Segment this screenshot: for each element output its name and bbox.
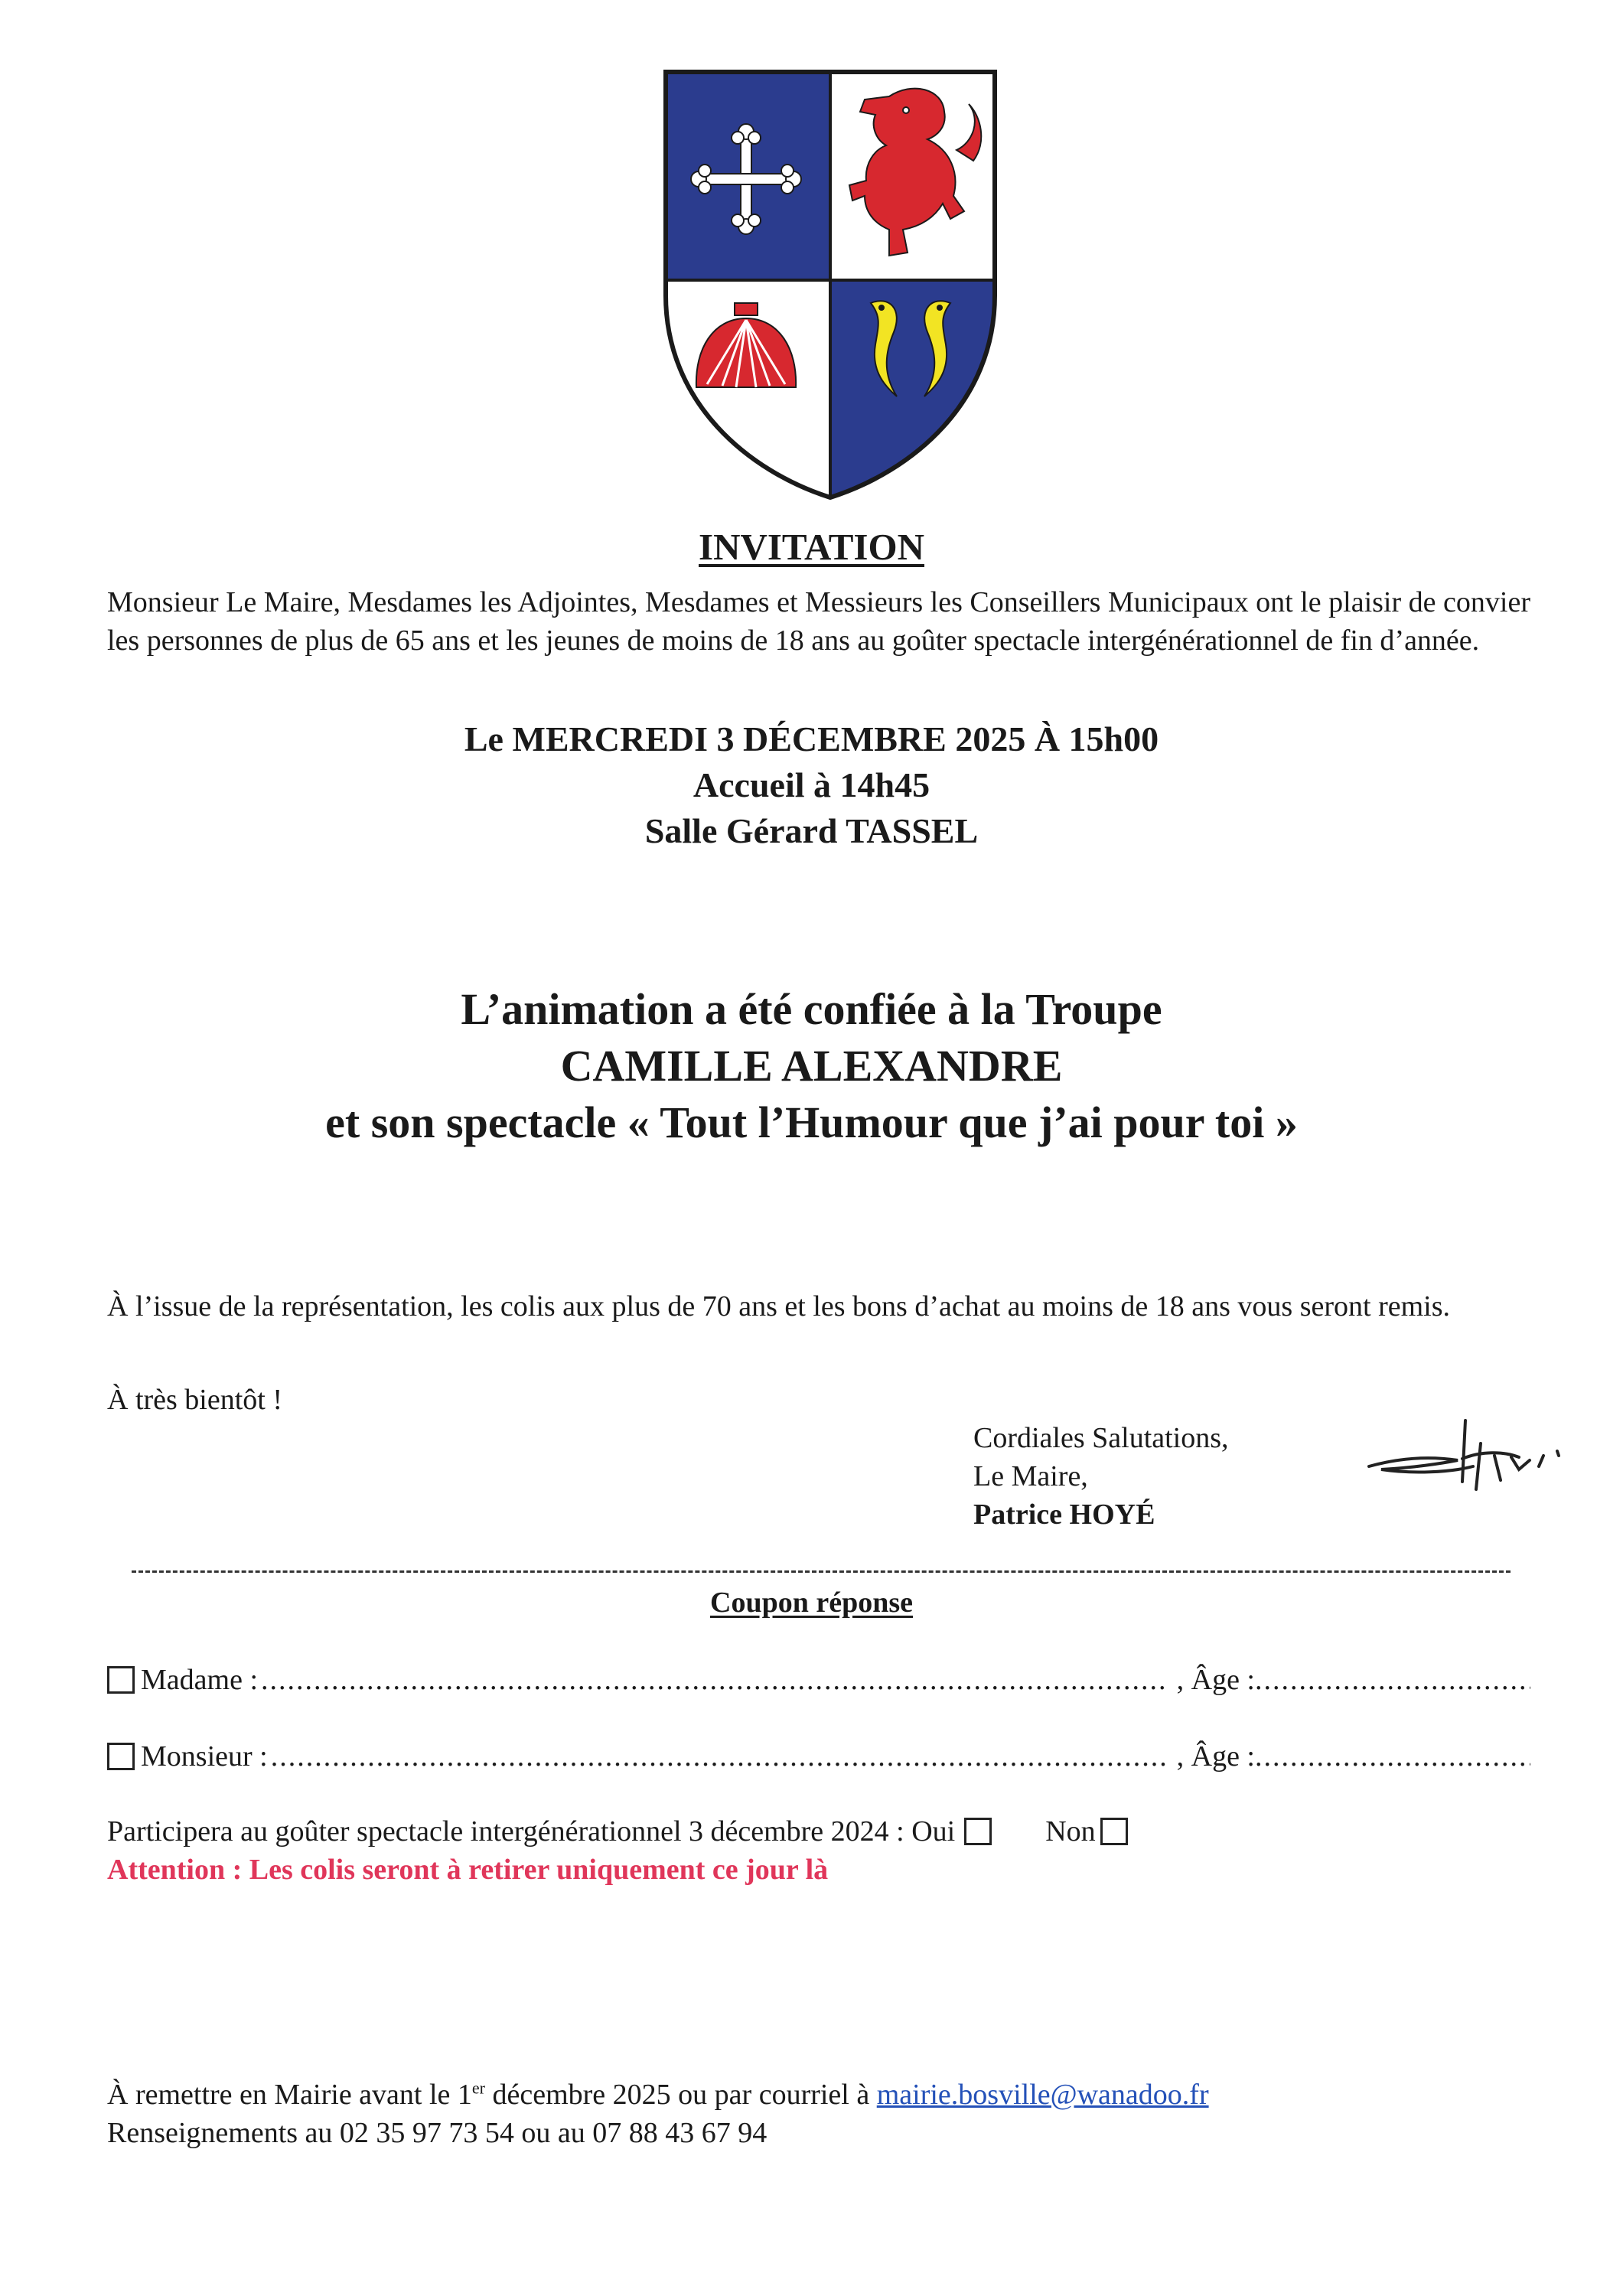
event-details: [0, 716, 1623, 854]
oui-checkbox[interactable]: [964, 1818, 992, 1845]
madame-label: Madame :: [141, 1664, 259, 1696]
invitation-title: INVITATION: [699, 526, 924, 568]
info-phone-numbers: Renseignements au 02 35 97 73 54 ou au 07 88 43 67 94: [107, 2117, 768, 2149]
signature-block: [973, 1419, 1229, 1534]
participation-question: Participera au goûter spectacle intergénérationnel 3 décembre 2024 : Oui: [107, 1815, 956, 1848]
monsieur-checkbox[interactable]: [107, 1743, 135, 1770]
event-welcome-time: Accueil à 14h45: [693, 765, 930, 804]
monsieur-label: Monsieur :: [141, 1740, 268, 1773]
coupon-title: Coupon réponse: [710, 1587, 913, 1619]
monsieur-name-field[interactable]: [271, 1737, 1168, 1776]
return-sup: er: [471, 2078, 485, 2098]
greeting: Cordiales Salutations,: [973, 1422, 1229, 1454]
event-venue: Salle Gérard TASSEL: [644, 811, 979, 850]
quarter-blue-bottom-right: [830, 280, 1001, 504]
return-suffix: décembre 2025 ou par courriel à: [485, 2079, 877, 2111]
handwritten-signature: [1366, 1413, 1595, 1512]
monsieur-row: [107, 1737, 1530, 1776]
animation-announcement: [0, 981, 1623, 1151]
gifts-paragraph: À l’issue de la représentation, les colis aux plus de 70 ans et les bons d’achat au moins de 18 ans vous seront remis.: [107, 1290, 1450, 1322]
attention-notice: Attention : Les colis seront à retirer uniquement ce jour là: [107, 1854, 829, 1886]
coat-of-arms-logo: [660, 66, 1001, 504]
mayor-name: Patrice HOYÉ: [973, 1499, 1155, 1531]
email-link[interactable]: mairie.bosville@wanadoo.fr: [876, 2079, 1209, 2111]
madame-age-field[interactable]: [1255, 1661, 1530, 1699]
madame-row: [107, 1661, 1530, 1699]
madame-age-label: , Âge :: [1176, 1664, 1255, 1696]
madame-checkbox[interactable]: [107, 1666, 135, 1694]
troupe-name: CAMILLE ALEXANDRE: [560, 1041, 1063, 1091]
cut-line-divider: [132, 1570, 1511, 1573]
event-date: Le MERCREDI 3 DÉCEMBRE 2025 À 15h00: [464, 719, 1159, 758]
madame-name-field[interactable]: [261, 1661, 1168, 1699]
animation-line-1: L’animation a été confiée à la Troupe: [461, 984, 1162, 1034]
footer: [107, 2076, 1209, 2152]
participation-row: [107, 1812, 1128, 1851]
non-checkbox[interactable]: [1100, 1818, 1128, 1845]
return-instructions: [107, 2076, 1209, 2114]
return-prefix: À remettre en Mairie avant le 1: [107, 2079, 472, 2111]
show-title: et son spectacle « Tout l’Humour que j’ai pour toi »: [325, 1097, 1298, 1147]
non-label: Non: [1045, 1815, 1096, 1848]
mayor-role: Le Maire,: [973, 1460, 1088, 1492]
intro-paragraph: Monsieur Le Maire, Mesdames les Adjointes, Mesdames et Messieurs les Conseillers Municipaux ont le plaisir de convier les personnes de plus de 65 ans et les jeunes de moins de 18 ans au goûter spectacle intergénérationnel de fin d’année.: [107, 586, 1530, 657]
monsieur-age-field[interactable]: [1255, 1737, 1530, 1776]
monsieur-age-label: , Âge :: [1176, 1740, 1255, 1773]
farewell-text: À très bientôt !: [107, 1384, 283, 1416]
